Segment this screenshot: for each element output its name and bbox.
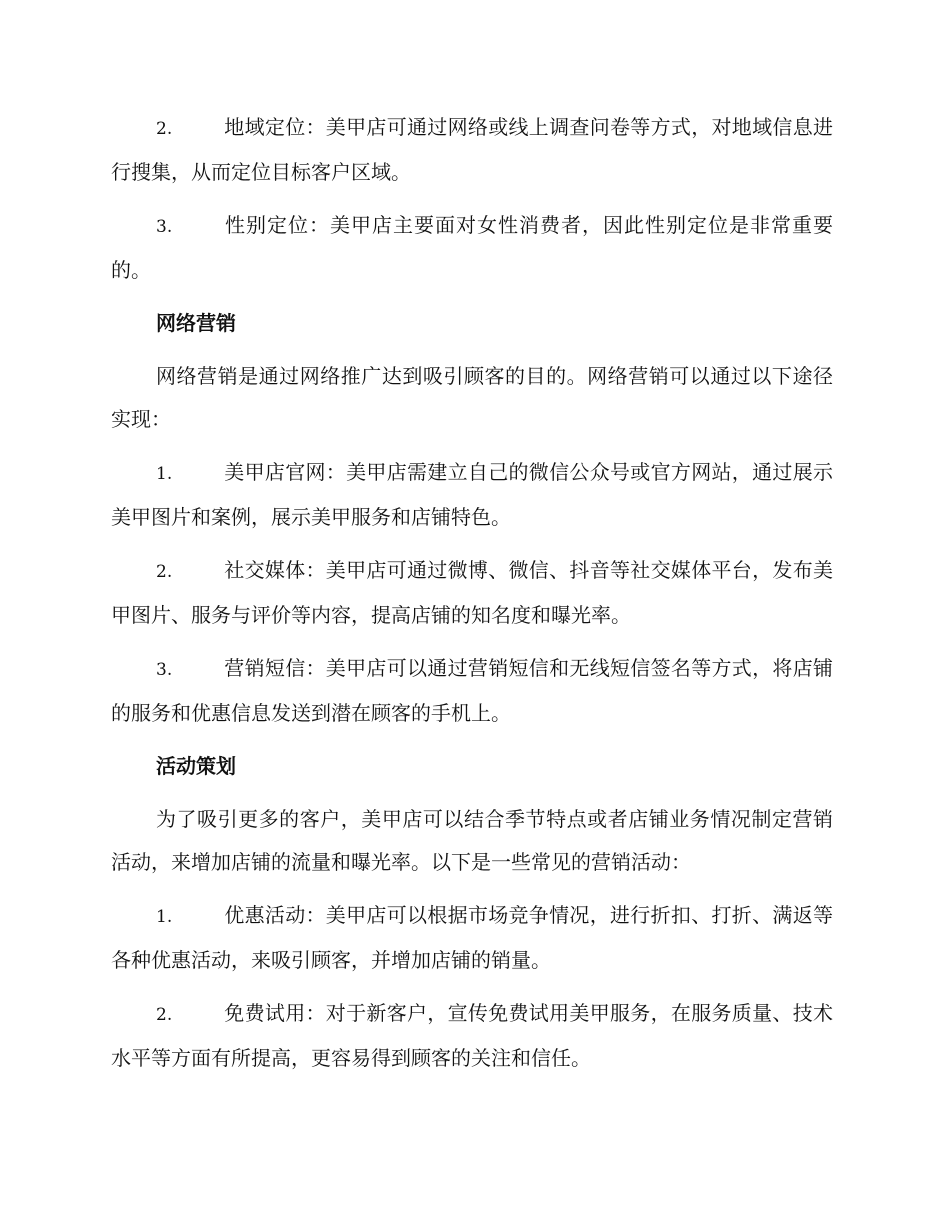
- list-text: 性别定位：美甲店主要面对女性消费者，因此性别定位是非常重要的。: [111, 213, 833, 282]
- list-number: 3.: [156, 660, 173, 680]
- section-heading-event-planning: 活动策划: [156, 754, 236, 778]
- list-number: 1.: [156, 907, 173, 927]
- list-item: [111, 451, 833, 539]
- list-text: 营销短信：美甲店可以通过营销短信和无线短信签名等方式，将店铺的服务和优惠信息发送到潜在顾客的手机上。: [111, 656, 833, 725]
- list-number: 2.: [156, 562, 173, 582]
- list-number: 2.: [156, 1005, 173, 1025]
- list-number: 2.: [156, 119, 173, 139]
- list-text: 地域定位：美甲店可通过网络或线上调查问卷等方式，对地域信息进行搜集，从而定位目标客户区域。: [111, 115, 833, 184]
- list-text: 社交媒体：美甲店可通过微博、微信、抖音等社交媒体平台，发布美甲图片、服务与评价等内容，提高店铺的知名度和曝光率。: [111, 558, 833, 627]
- section-intro-event-planning: 为了吸引更多的客户，美甲店可以结合季节特点或者店铺业务情况制定营销活动，来增加店铺的流量和曝光率。以下是一些常见的营销活动：: [111, 807, 833, 874]
- list-text: 美甲店官网：美甲店需建立自己的微信公众号或官方网站，通过展示美甲图片和案例，展示美甲服务和店铺特色。: [111, 460, 833, 529]
- list-text: 免费试用：对于新客户，宣传免费试用美甲服务，在服务质量、技术水平等方面有所提高，更容易得到顾客的关注和信任。: [111, 1001, 833, 1070]
- document-page: [111, 106, 833, 1090]
- list-item: [111, 106, 833, 194]
- list-item: [111, 204, 833, 292]
- list-text: 优惠活动：美甲店可以根据市场竞争情况，进行折扣、打折、满返等各种优惠活动，来吸引顾客，并增加店铺的销量。: [111, 903, 833, 972]
- list-number: 1.: [156, 464, 173, 484]
- list-number: 3.: [156, 217, 173, 237]
- list-item: [111, 992, 833, 1080]
- section-intro-network-marketing: 网络营销是通过网络推广达到吸引顾客的目的。网络营销可以通过以下途径实现：: [111, 364, 833, 431]
- list-item: [111, 894, 833, 982]
- list-item: [111, 647, 833, 735]
- section-heading-network-marketing: 网络营销: [156, 311, 236, 335]
- list-item: [111, 549, 833, 637]
